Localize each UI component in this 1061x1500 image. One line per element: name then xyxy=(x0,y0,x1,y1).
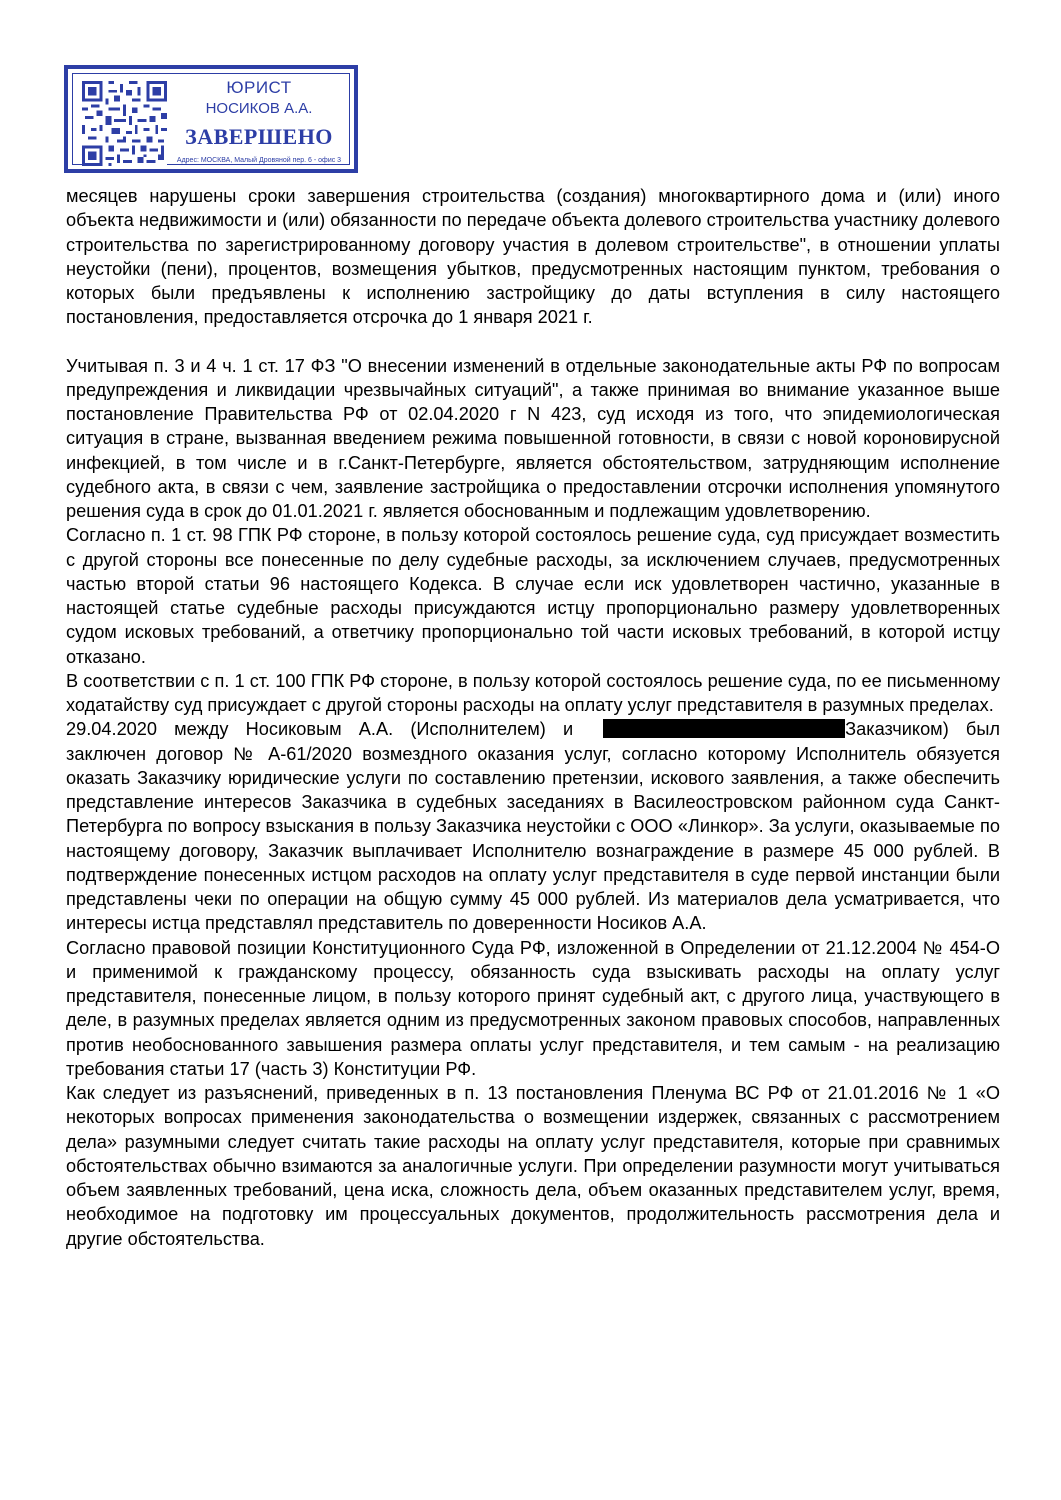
stamp-inner-border xyxy=(72,73,350,165)
paragraph-6: Согласно правовой позиции Конституционного Суда РФ, изложенной в Определении от 21.12.2004 № 454-О и применимой к гражданскому процессу, обязанность суда взыскивать расходы на оплату услуг представителя, понесенные лицом, в пользу которого принят судебный акт, с другого лица, участвующего в деле, в разумных пределах является одним из предусмотренных законом правовых способов, направленных против необоснованного завышения размера оплаты услуг представителя, и тем самым - на реализацию требования статьи 17 (часть 3) Конституции РФ. xyxy=(66,937,1000,1079)
paragraph-5 xyxy=(66,717,1000,935)
document-body xyxy=(66,184,1000,1251)
stamp-text xyxy=(173,74,345,164)
stamp xyxy=(64,65,358,173)
stamp-name: НОСИКОВ А.А. xyxy=(205,100,313,117)
stamp-title: ЮРИСТ xyxy=(226,78,292,97)
qr-code-icon xyxy=(82,80,167,167)
paragraph-7: Как следует из разъяснений, приведенных в п. 13 постановления Пленума ВС РФ от 21.01.2016 № 1 «О некоторых вопросах применения законодательства о возмещении издержек, связанных с рассмотрением дела» разумными следует считать такие расходы на оплату услуг представителя, которые при сравнимых обстоятельствах обычно взимаются за аналогичные услуги. При определении разумности могут учитываться объем заявленных требований, цена иска, сложность дела, объем оказанных представителем услуг, время, необходимое на подготовку им процессуальных документов, продолжительность рассмотрения дела и другие обстоятельства. xyxy=(66,1083,1000,1249)
stamp-status: ЗАВЕРШЕНО xyxy=(185,124,333,149)
paragraph-1: месяцев нарушены сроки завершения строительства (создания) многоквартирного дома и (или) иного объекта недвижимости и (или) обязанности по передаче объекта долевого строительства участнику долевого строительства по зарегистрированному договору участия в долевом строительстве", в отношении уплаты неустойки (пени), процентов, возмещения убытков, предусмотренных настоящим пунктом, требования о которых были предъявлены к исполнению застройщику до даты вступления в силу настоящего постановления, предоставляется отсрочка до 1 января 2021 г. xyxy=(66,186,1000,328)
redaction-bar xyxy=(603,719,845,738)
paragraph-2: Учитывая п. 3 и 4 ч. 1 ст. 17 ФЗ "О внесении изменений в отдельные законодательные акты РФ по вопросам предупреждения и ликвидации чрезвычайных ситуаций", а также принимая во внимание указанное выше постановление Правительства РФ от 02.04.2020 г N 423, суд исходя из того, что эпидемиологическая ситуация в стране, вызванная введением режима повышенной готовности, в связи с новой короновирусной инфекцией, в том числе и в г.Санкт-Петербурге, является обстоятельством, затрудняющим исполнение судебного акта, в связи с чем, заявление застройщика о предоставлении отсрочки исполнения упомянутого решения суда в срок до 01.01.2021 г. является обоснованным и подлежащим удовлетворению. xyxy=(66,355,1000,521)
paragraph-4: В соответствии с п. 1 ст. 100 ГПК РФ стороне, в пользу которой состоялось решение суда, по ее письменному ходатайству суд присуждает с другой стороны расходы на оплату услуг представителя в разумных пределах. xyxy=(66,670,1000,715)
paragraph-3: Согласно п. 1 ст. 98 ГПК РФ стороне, в пользу которой состоялось решение суда, суд присуждает возместить с другой стороны все понесенные по делу судебные расходы, за исключением случаев, предусмотренных частью второй статьи 96 настоящего Кодекса. В случае если иск удовлетворен частично, указанные в настоящей статье судебные расходы присуждаются истцу пропорционально размеру удовлетворенных судом исковых требований, а ответчику пропорционально той части исковых требований, в которой истцу отказано. xyxy=(66,525,1000,667)
paragraph-5-start: 29.04.2020 между Носиковым А.А. (Исполнителем) и xyxy=(66,719,574,740)
stamp-address: Адрес: МОСКВА, Малый Дровяной пер. 6 - офис 3 xyxy=(176,157,342,164)
paragraph-5-rest: Заказчиком) был заключен договор № А-61/2020 возмездного оказания услуг, согласно которому Исполнитель обязуется оказать Заказчику юридические услуги по составлению претензии, искового заявления, а также обеспечить представление интересов Заказчика в судебных заседаниях в Василеостровском районном суда Санкт-Петербурга по вопросу взыскания в пользу Заказчика неустойки с ООО «Линкор». За услуги, оказываемые по настоящему договору, Заказчик выплачивает Исполнителю вознаграждение в размере 45 000 рублей. В подтверждение понесенных истцом расходов на оплату услуг представителя в суде первой инстанции были представлены чеки по операции на общую сумму 45 000 рублей. Из материалов дела усматривается, что интересы истца представлял представитель по доверенности Носиков А.А. xyxy=(66,719,1001,934)
